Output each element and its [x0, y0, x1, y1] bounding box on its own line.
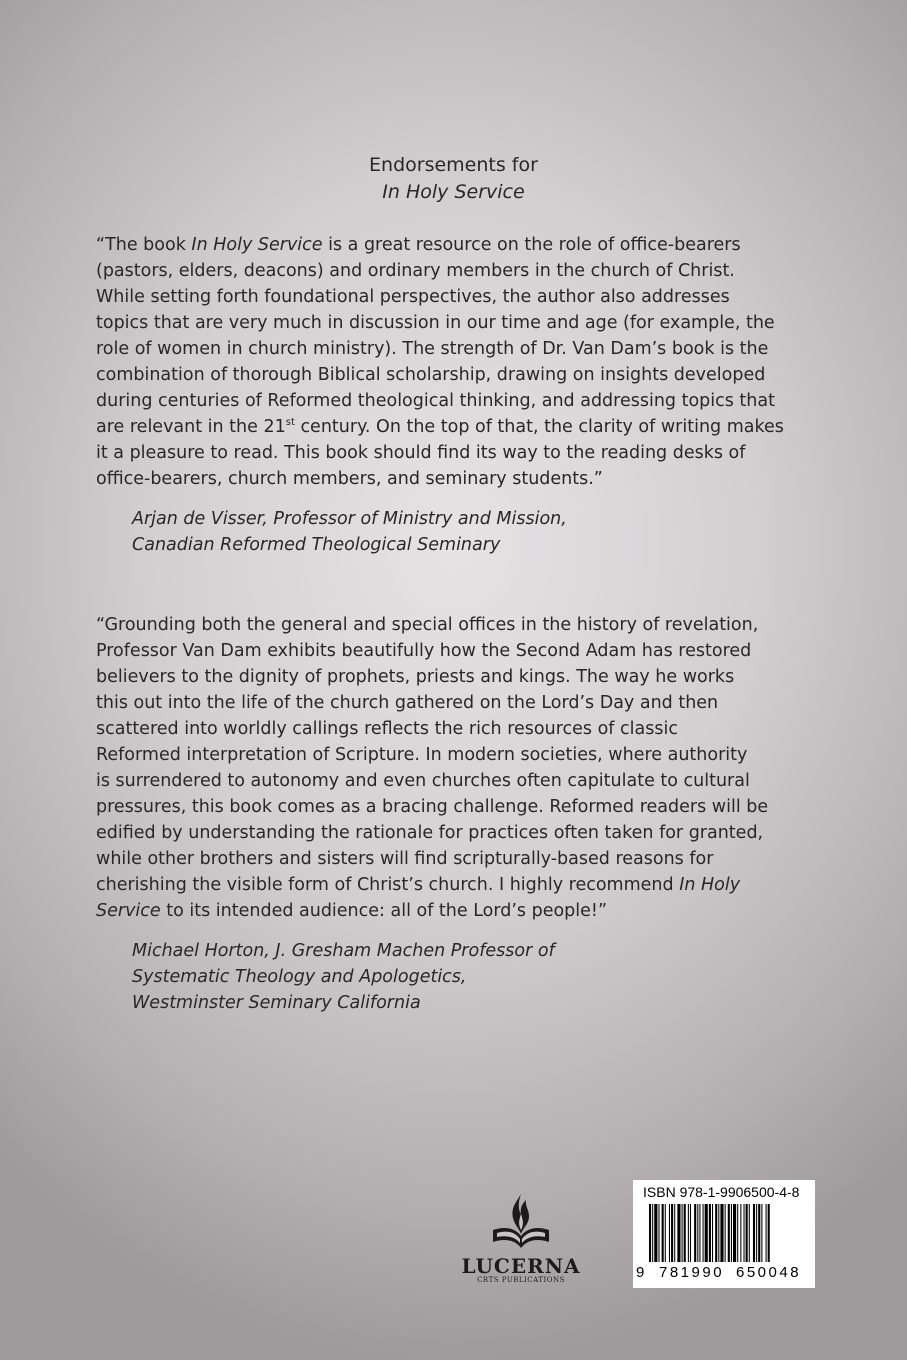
- quote-line: Reformed interpretation of Scripture. In modern societies, where authority: [96, 745, 748, 765]
- endorsements-heading: [0, 152, 907, 206]
- endorsement-quote-2: [96, 612, 816, 924]
- quote-line: combination of thorough Biblical scholarship, drawing on insights developed: [96, 365, 766, 385]
- quote-line: cherishing the visible form of Christ’s church. I highly recommend In Holy: [96, 875, 741, 895]
- publisher-name: LUCERNA: [461, 1254, 581, 1278]
- flame-book-icon: [485, 1190, 557, 1254]
- isbn-number: ISBN 978-1-9906500-4-8: [643, 1184, 800, 1200]
- quote-line: edified by understanding the rationale for practices often taken for granted,: [96, 823, 764, 843]
- attribution-line: Westminster Seminary California: [132, 993, 421, 1013]
- barcode-digits-left: 781990: [659, 1264, 725, 1281]
- quote-line: scattered into worldly callings reflects the rich resources of classic: [96, 719, 678, 739]
- attribution-line: Systematic Theology and Apologetics,: [132, 967, 467, 987]
- attribution-line: Michael Horton, J. Gresham Machen Professor of: [132, 941, 555, 961]
- barcode-digit-first: 9: [636, 1264, 645, 1281]
- quote-line: role of women in church ministry). The strength of Dr. Van Dam’s book is the: [96, 339, 769, 359]
- heading-line: Endorsements for: [369, 154, 538, 176]
- quote-line: while other brothers and sisters will find scripturally-based reasons for: [96, 849, 714, 869]
- endorsement-attribution-2: [132, 938, 555, 1016]
- quote-line: Service to its intended audience: all of the Lord’s people!”: [96, 901, 608, 921]
- quote-line: “The book In Holy Service is a great resource on the role of office-bearers: [96, 235, 741, 255]
- quote-line: topics that are very much in discussion in our time and age (for example, the: [96, 313, 775, 333]
- isbn-barcode: [633, 1180, 815, 1288]
- publisher-subtitle: CRTS PUBLICATIONS: [477, 1276, 565, 1284]
- quote-line: during centuries of Reformed theological thinking, and addressing topics that: [96, 391, 775, 411]
- attribution-line: Canadian Reformed Theological Seminary: [132, 535, 501, 555]
- endorsement-attribution-1: [132, 506, 567, 558]
- book-title-inline: In Holy Service: [191, 235, 323, 255]
- book-title-inline: Service: [96, 901, 161, 921]
- book-title: In Holy Service: [382, 181, 525, 203]
- quote-line: While setting forth foundational perspectives, the author also addresses: [96, 287, 730, 307]
- attribution-line: Arjan de Visser, Professor of Ministry and Mission,: [132, 509, 567, 529]
- quote-line: (pastors, elders, deacons) and ordinary members in the church of Christ.: [96, 261, 735, 281]
- quote-line: are relevant in the 21st century. On the top of that, the clarity of writing makes: [96, 417, 784, 437]
- quote-line: believers to the dignity of prophets, priests and kings. The way he works: [96, 667, 735, 687]
- quote-line: is surrendered to autonomy and even churches often capitulate to cultural: [96, 771, 750, 791]
- endorsement-quote-1: [96, 232, 816, 492]
- quote-line: “Grounding both the general and special offices in the history of revelation,: [96, 615, 759, 635]
- book-title-inline: In Holy: [679, 875, 741, 895]
- barcode-bars: [649, 1204, 801, 1266]
- quote-line: it a pleasure to read. This book should find its way to the reading desks of: [96, 443, 746, 463]
- barcode-digits-right: 650048: [736, 1264, 802, 1281]
- publisher-logo: [461, 1190, 581, 1296]
- quote-line: pressures, this book comes as a bracing challenge. Reformed readers will be: [96, 797, 769, 817]
- quote-line: office-bearers, church members, and seminary students.”: [96, 469, 603, 489]
- quote-line: this out into the life of the church gathered on the Lord’s Day and then: [96, 693, 719, 713]
- quote-line: Professor Van Dam exhibits beautifully how the Second Adam has restored: [96, 641, 752, 661]
